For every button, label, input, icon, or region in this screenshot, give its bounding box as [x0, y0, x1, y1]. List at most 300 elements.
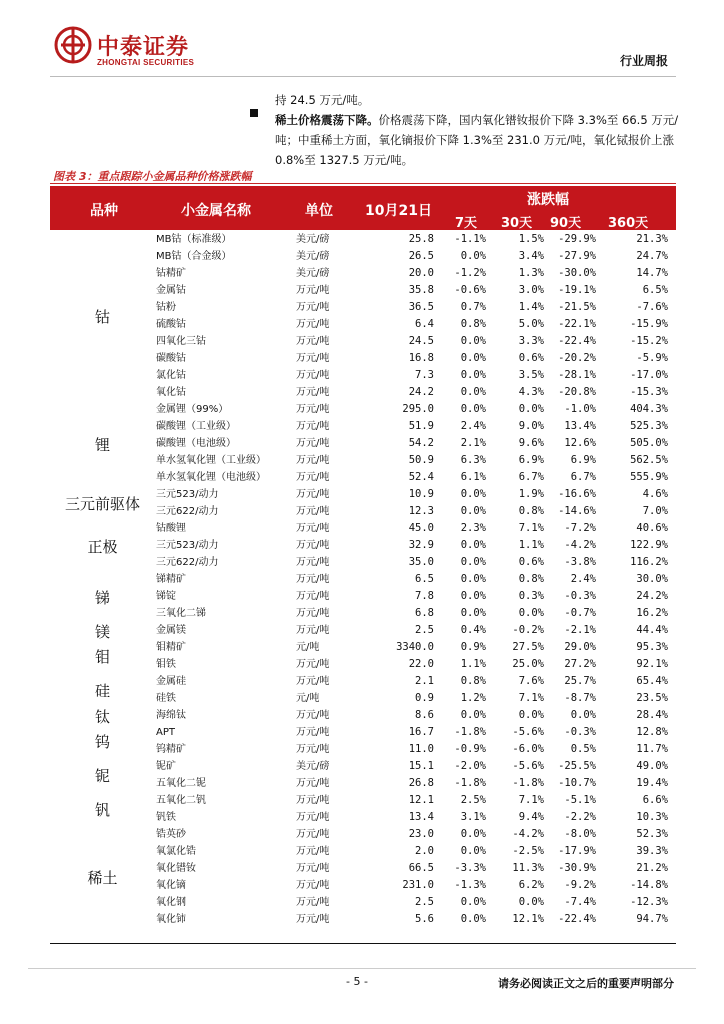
table-row	[50, 384, 676, 401]
change-90d: -20.8%	[558, 386, 596, 398]
unit: 万元/吨	[296, 540, 330, 551]
change-360d: 505.0%	[630, 437, 668, 449]
table-row	[50, 741, 676, 758]
metal-name: 碳酸锂（电池级）	[156, 438, 236, 449]
price-value: 6.4	[415, 318, 434, 330]
unit: 万元/吨	[296, 455, 330, 466]
table-row	[50, 673, 676, 690]
change-7d: 0.0%	[460, 403, 486, 415]
table-row	[50, 911, 676, 928]
change-30d: 7.1%	[518, 522, 544, 534]
change-30d: 4.3%	[518, 386, 544, 398]
metal-name: 碳酸钴	[156, 353, 186, 364]
change-7d: 0.0%	[460, 590, 486, 602]
change-90d: -14.6%	[558, 505, 596, 517]
change-30d: -0.2%	[512, 624, 544, 636]
price-value: 32.9	[408, 539, 434, 551]
table-row	[50, 809, 676, 826]
unit: 万元/吨	[296, 353, 330, 364]
change-7d: 3.1%	[460, 811, 486, 823]
report-type-label: 行业周报	[619, 54, 668, 68]
change-30d: 0.8%	[518, 505, 544, 517]
table-row	[50, 503, 676, 520]
change-7d: 6.1%	[460, 471, 486, 483]
change-30d: -1.8%	[512, 777, 544, 789]
table-row	[50, 639, 676, 656]
table-row	[50, 418, 676, 435]
table-row	[50, 435, 676, 452]
metal-name: APT	[156, 727, 175, 738]
logo-english-name: ZHONGTAI SECURITIES	[97, 58, 195, 67]
metal-name: 单水氢氧化锂（工业级）	[156, 455, 266, 466]
change-7d: 0.0%	[460, 488, 486, 500]
change-90d: -8.0%	[564, 828, 596, 840]
change-30d: 0.0%	[518, 896, 544, 908]
change-360d: 14.7%	[636, 267, 668, 279]
metal-name: 钒铁	[156, 812, 176, 823]
change-7d: -2.0%	[454, 760, 486, 772]
unit: 万元/吨	[296, 778, 330, 789]
unit: 美元/磅	[296, 234, 330, 245]
change-7d: 2.5%	[460, 794, 486, 806]
header-divider	[50, 76, 676, 77]
metal-name: 金属锂（99%）	[156, 404, 229, 415]
header-date: 10月21日	[365, 203, 432, 219]
change-7d: 0.0%	[460, 335, 486, 347]
price-value: 3340.0	[396, 641, 434, 653]
change-7d: 0.0%	[460, 505, 486, 517]
change-7d: 0.0%	[460, 913, 486, 925]
price-value: 7.8	[415, 590, 434, 602]
change-7d: 0.0%	[460, 607, 486, 619]
price-value: 6.5	[415, 573, 434, 585]
change-7d: 0.7%	[460, 301, 486, 313]
change-360d: 4.6%	[642, 488, 668, 500]
change-30d: 9.4%	[518, 811, 544, 823]
unit: 元/吨	[296, 642, 320, 653]
unit: 万元/吨	[296, 506, 330, 517]
category-label: 钴	[94, 308, 110, 326]
category-label: 钒	[94, 801, 110, 819]
change-30d: 3.3%	[518, 335, 544, 347]
table-row	[50, 401, 676, 418]
change-30d: -5.6%	[512, 726, 544, 738]
change-7d: -3.3%	[454, 862, 486, 874]
change-360d: 12.8%	[636, 726, 668, 738]
change-7d: 0.9%	[460, 641, 486, 653]
intro-bullet-paragraph	[275, 110, 680, 170]
change-90d: 29.0%	[564, 641, 596, 653]
table-row	[50, 248, 676, 265]
change-7d: 0.0%	[460, 709, 486, 721]
change-360d: 16.2%	[636, 607, 668, 619]
change-30d: 3.4%	[518, 250, 544, 262]
price-value: 15.1	[408, 760, 434, 772]
change-7d: 0.0%	[460, 573, 486, 585]
change-30d: 5.0%	[518, 318, 544, 330]
table-row	[50, 690, 676, 707]
unit: 元/吨	[296, 693, 320, 704]
change-7d: -1.3%	[454, 879, 486, 891]
change-30d: 11.3%	[512, 862, 544, 874]
change-90d: 13.4%	[564, 420, 596, 432]
change-360d: 21.2%	[636, 862, 668, 874]
change-30d: 27.5%	[512, 641, 544, 653]
change-7d: 1.1%	[460, 658, 486, 670]
change-30d: 1.1%	[518, 539, 544, 551]
change-360d: 7.0%	[642, 505, 668, 517]
change-30d: 0.0%	[518, 607, 544, 619]
change-30d: 6.9%	[518, 454, 544, 466]
change-90d: -28.1%	[558, 369, 596, 381]
header-90d: 90天	[550, 216, 582, 231]
price-value: 295.0	[402, 403, 434, 415]
unit: 美元/磅	[296, 251, 330, 262]
unit: 万元/吨	[296, 710, 330, 721]
price-value: 13.4	[408, 811, 434, 823]
bullet-body: 价格震荡下降，国内氧化镨钕报价下降 3.3%至 66.5 万元/吨；中重稀土方面，氧化镝报价下降 1.3%至 231.0 万元/吨，氧化铽报价上涨 0.8%至 1327.5 万元/吨。	[275, 113, 679, 167]
change-30d: -6.0%	[512, 743, 544, 755]
change-30d: 0.3%	[518, 590, 544, 602]
table-row	[50, 758, 676, 775]
price-value: 52.4	[408, 471, 434, 483]
change-30d: 7.1%	[518, 794, 544, 806]
metal-name: 钨精矿	[156, 744, 186, 755]
table-body	[50, 231, 676, 928]
change-90d: -1.0%	[564, 403, 596, 415]
change-90d: -0.3%	[564, 590, 596, 602]
unit: 万元/吨	[296, 387, 330, 398]
change-90d: -22.1%	[558, 318, 596, 330]
change-360d: 39.3%	[636, 845, 668, 857]
metal-name: 金属镁	[156, 625, 186, 636]
change-30d: 9.0%	[518, 420, 544, 432]
change-90d: -2.2%	[564, 811, 596, 823]
unit: 美元/磅	[296, 268, 330, 279]
unit: 万元/吨	[296, 744, 330, 755]
unit: 万元/吨	[296, 591, 330, 602]
table-row	[50, 775, 676, 792]
change-360d: 92.1%	[636, 658, 668, 670]
table-row	[50, 860, 676, 877]
change-90d: 0.0%	[570, 709, 596, 721]
change-360d: 52.3%	[636, 828, 668, 840]
change-90d: 12.6%	[564, 437, 596, 449]
metal-name: 五氧化二铌	[156, 778, 206, 789]
price-value: 2.5	[415, 624, 434, 636]
table-row	[50, 333, 676, 350]
price-value: 23.0	[408, 828, 434, 840]
change-90d: -17.9%	[558, 845, 596, 857]
table-row	[50, 622, 676, 639]
change-90d: -30.9%	[558, 862, 596, 874]
unit: 万元/吨	[296, 421, 330, 432]
change-7d: 0.0%	[460, 828, 486, 840]
change-30d: 6.7%	[518, 471, 544, 483]
change-360d: 44.4%	[636, 624, 668, 636]
price-value: 24.2	[408, 386, 434, 398]
change-7d: -0.9%	[454, 743, 486, 755]
header-change: 涨跌幅	[527, 192, 569, 208]
change-30d: 1.4%	[518, 301, 544, 313]
metal-name: 氯化钴	[156, 370, 186, 381]
table-row	[50, 299, 676, 316]
unit: 万元/吨	[296, 302, 330, 313]
change-7d: -1.2%	[454, 267, 486, 279]
unit: 万元/吨	[296, 914, 330, 925]
change-90d: -9.2%	[564, 879, 596, 891]
metal-name: 四氧化三钴	[156, 336, 206, 347]
change-90d: -20.2%	[558, 352, 596, 364]
price-value: 231.0	[402, 879, 434, 891]
table-row	[50, 792, 676, 809]
metal-name: 单水氢氧化锂（电池级）	[156, 472, 266, 483]
change-7d: -1.8%	[454, 777, 486, 789]
table-row	[50, 571, 676, 588]
change-90d: -16.6%	[558, 488, 596, 500]
change-360d: 65.4%	[636, 675, 668, 687]
header-30d: 30天	[501, 216, 533, 231]
change-30d: 0.6%	[518, 556, 544, 568]
table-row	[50, 843, 676, 860]
metal-name: 钼铁	[156, 659, 176, 670]
metal-name: 海绵钛	[156, 710, 186, 721]
change-90d: 25.7%	[564, 675, 596, 687]
change-90d: 0.5%	[570, 743, 596, 755]
change-7d: 0.0%	[460, 556, 486, 568]
category-label: 稀土	[87, 869, 118, 887]
unit: 万元/吨	[296, 404, 330, 415]
figure-title-underline	[50, 183, 676, 184]
price-value: 26.8	[408, 777, 434, 789]
unit: 万元/吨	[296, 897, 330, 908]
metal-name: 三元523/动力	[156, 540, 219, 551]
page-number: - 5 -	[346, 975, 368, 988]
header-unit: 单位	[305, 203, 333, 219]
change-7d: 0.0%	[460, 250, 486, 262]
change-90d: 2.4%	[570, 573, 596, 585]
footer-divider	[28, 968, 696, 969]
unit: 万元/吨	[296, 676, 330, 687]
table-row	[50, 894, 676, 911]
unit: 万元/吨	[296, 319, 330, 330]
table-row	[50, 520, 676, 537]
unit: 万元/吨	[296, 812, 330, 823]
change-360d: -17.0%	[630, 369, 668, 381]
price-value: 35.0	[408, 556, 434, 568]
change-30d: 0.0%	[518, 403, 544, 415]
change-360d: 24.2%	[636, 590, 668, 602]
table-row	[50, 554, 676, 571]
price-value: 22.0	[408, 658, 434, 670]
change-360d: 11.7%	[636, 743, 668, 755]
table-row	[50, 469, 676, 486]
price-value: 16.7	[408, 726, 434, 738]
table-row	[50, 877, 676, 894]
change-7d: 0.8%	[460, 318, 486, 330]
category-label: 钼	[94, 648, 110, 666]
change-90d: -5.1%	[564, 794, 596, 806]
change-360d: -7.6%	[636, 301, 668, 313]
unit: 万元/吨	[296, 880, 330, 891]
category-label: 三元前驱体	[64, 495, 140, 513]
price-value: 0.9	[415, 692, 434, 704]
change-7d: 2.1%	[460, 437, 486, 449]
change-90d: -22.4%	[558, 335, 596, 347]
change-90d: -7.2%	[564, 522, 596, 534]
change-360d: 122.9%	[630, 539, 668, 551]
change-30d: -4.2%	[512, 828, 544, 840]
price-value: 66.5	[408, 862, 434, 874]
change-360d: 525.3%	[630, 420, 668, 432]
change-90d: -10.7%	[558, 777, 596, 789]
unit: 万元/吨	[296, 370, 330, 381]
category-label: 硅	[94, 682, 110, 700]
change-90d: -30.0%	[558, 267, 596, 279]
metal-name: 五氧化二钒	[156, 795, 206, 806]
change-30d: 3.5%	[518, 369, 544, 381]
change-30d: 6.2%	[518, 879, 544, 891]
change-360d: 10.3%	[636, 811, 668, 823]
change-90d: -7.4%	[564, 896, 596, 908]
change-360d: 116.2%	[630, 556, 668, 568]
change-360d: 30.0%	[636, 573, 668, 585]
change-7d: 1.2%	[460, 692, 486, 704]
change-90d: 6.9%	[570, 454, 596, 466]
change-90d: -25.5%	[558, 760, 596, 772]
change-360d: 24.7%	[636, 250, 668, 262]
table-row	[50, 316, 676, 333]
change-30d: -5.6%	[512, 760, 544, 772]
change-30d: 0.8%	[518, 573, 544, 585]
change-7d: 0.4%	[460, 624, 486, 636]
unit: 万元/吨	[296, 489, 330, 500]
change-360d: 23.5%	[636, 692, 668, 704]
metal-name: 三元523/动力	[156, 489, 219, 500]
table-row	[50, 724, 676, 741]
table-row	[50, 826, 676, 843]
price-value: 35.8	[408, 284, 434, 296]
table-row	[50, 367, 676, 384]
change-30d: 7.6%	[518, 675, 544, 687]
category-label: 镁	[94, 622, 110, 641]
metal-name: 氧化钢	[156, 897, 186, 908]
table-header	[50, 186, 676, 230]
table-row	[50, 282, 676, 299]
metal-name: 氧化镝	[156, 880, 186, 891]
metal-name: 氧氯化锆	[156, 846, 196, 857]
change-360d: 28.4%	[636, 709, 668, 721]
metal-name: 金属钴	[156, 285, 186, 296]
change-30d: 12.1%	[512, 913, 544, 925]
metal-name: MB钴（合金级）	[156, 251, 232, 262]
change-90d: -3.8%	[564, 556, 596, 568]
change-360d: 49.0%	[636, 760, 668, 772]
change-90d: -27.9%	[558, 250, 596, 262]
change-90d: 27.2%	[564, 658, 596, 670]
price-value: 50.9	[408, 454, 434, 466]
table-row	[50, 537, 676, 554]
change-360d: 21.3%	[636, 233, 668, 245]
change-360d: 95.3%	[636, 641, 668, 653]
change-360d: 94.7%	[636, 913, 668, 925]
change-90d: -22.4%	[558, 913, 596, 925]
change-30d: 1.5%	[518, 233, 544, 245]
unit: 万元/吨	[296, 863, 330, 874]
change-30d: 25.0%	[512, 658, 544, 670]
unit: 万元/吨	[296, 625, 330, 636]
category-label: 钛	[94, 707, 110, 726]
change-7d: -0.6%	[454, 284, 486, 296]
change-360d: 40.6%	[636, 522, 668, 534]
table-row	[50, 605, 676, 622]
price-value: 16.8	[408, 352, 434, 364]
page-header	[0, 0, 724, 80]
price-value: 24.5	[408, 335, 434, 347]
table-row	[50, 707, 676, 724]
price-value: 5.6	[415, 913, 434, 925]
metal-name: 硅铁	[156, 693, 176, 704]
unit: 万元/吨	[296, 472, 330, 483]
change-90d: 6.7%	[570, 471, 596, 483]
change-90d: -19.1%	[558, 284, 596, 296]
change-7d: 0.0%	[460, 352, 486, 364]
change-90d: -21.5%	[558, 301, 596, 313]
price-value: 20.0	[408, 267, 434, 279]
header-7d: 7天	[455, 216, 478, 231]
change-360d: -15.3%	[630, 386, 668, 398]
change-30d: 1.9%	[518, 488, 544, 500]
metal-name: 氧化镨钕	[156, 863, 196, 874]
change-360d: 6.6%	[642, 794, 668, 806]
change-30d: 7.1%	[518, 692, 544, 704]
metal-name: 金属硅	[156, 676, 186, 687]
change-90d: -2.1%	[564, 624, 596, 636]
metal-name: 硫酸钴	[156, 319, 186, 330]
change-7d: 0.8%	[460, 675, 486, 687]
price-value: 6.8	[415, 607, 434, 619]
unit: 万元/吨	[296, 659, 330, 670]
price-value: 25.8	[408, 233, 434, 245]
unit: 万元/吨	[296, 336, 330, 347]
price-value: 26.5	[408, 250, 434, 262]
change-7d: 0.0%	[460, 845, 486, 857]
metal-name: 三氧化二锑	[156, 608, 206, 619]
metal-name: 铌矿	[156, 761, 176, 772]
unit: 万元/吨	[296, 795, 330, 806]
change-7d: 0.0%	[460, 896, 486, 908]
change-7d: 2.4%	[460, 420, 486, 432]
metal-name: 氧化钴	[156, 387, 186, 398]
unit: 万元/吨	[296, 523, 330, 534]
table-row	[50, 656, 676, 673]
unit: 万元/吨	[296, 285, 330, 296]
unit: 万元/吨	[296, 438, 330, 449]
change-360d: -15.2%	[630, 335, 668, 347]
change-7d: 0.0%	[460, 386, 486, 398]
change-7d: -1.1%	[454, 233, 486, 245]
category-label: 正极	[87, 537, 118, 556]
metal-name: 碳酸锂（工业级）	[156, 421, 236, 432]
zhongtai-logo-icon	[54, 26, 92, 64]
change-90d: -0.3%	[564, 726, 596, 738]
unit: 万元/吨	[296, 574, 330, 585]
price-value: 11.0	[408, 743, 434, 755]
change-7d: 6.3%	[460, 454, 486, 466]
unit: 万元/吨	[296, 846, 330, 857]
metal-name: 锆英砂	[156, 829, 186, 840]
price-value: 2.5	[415, 896, 434, 908]
